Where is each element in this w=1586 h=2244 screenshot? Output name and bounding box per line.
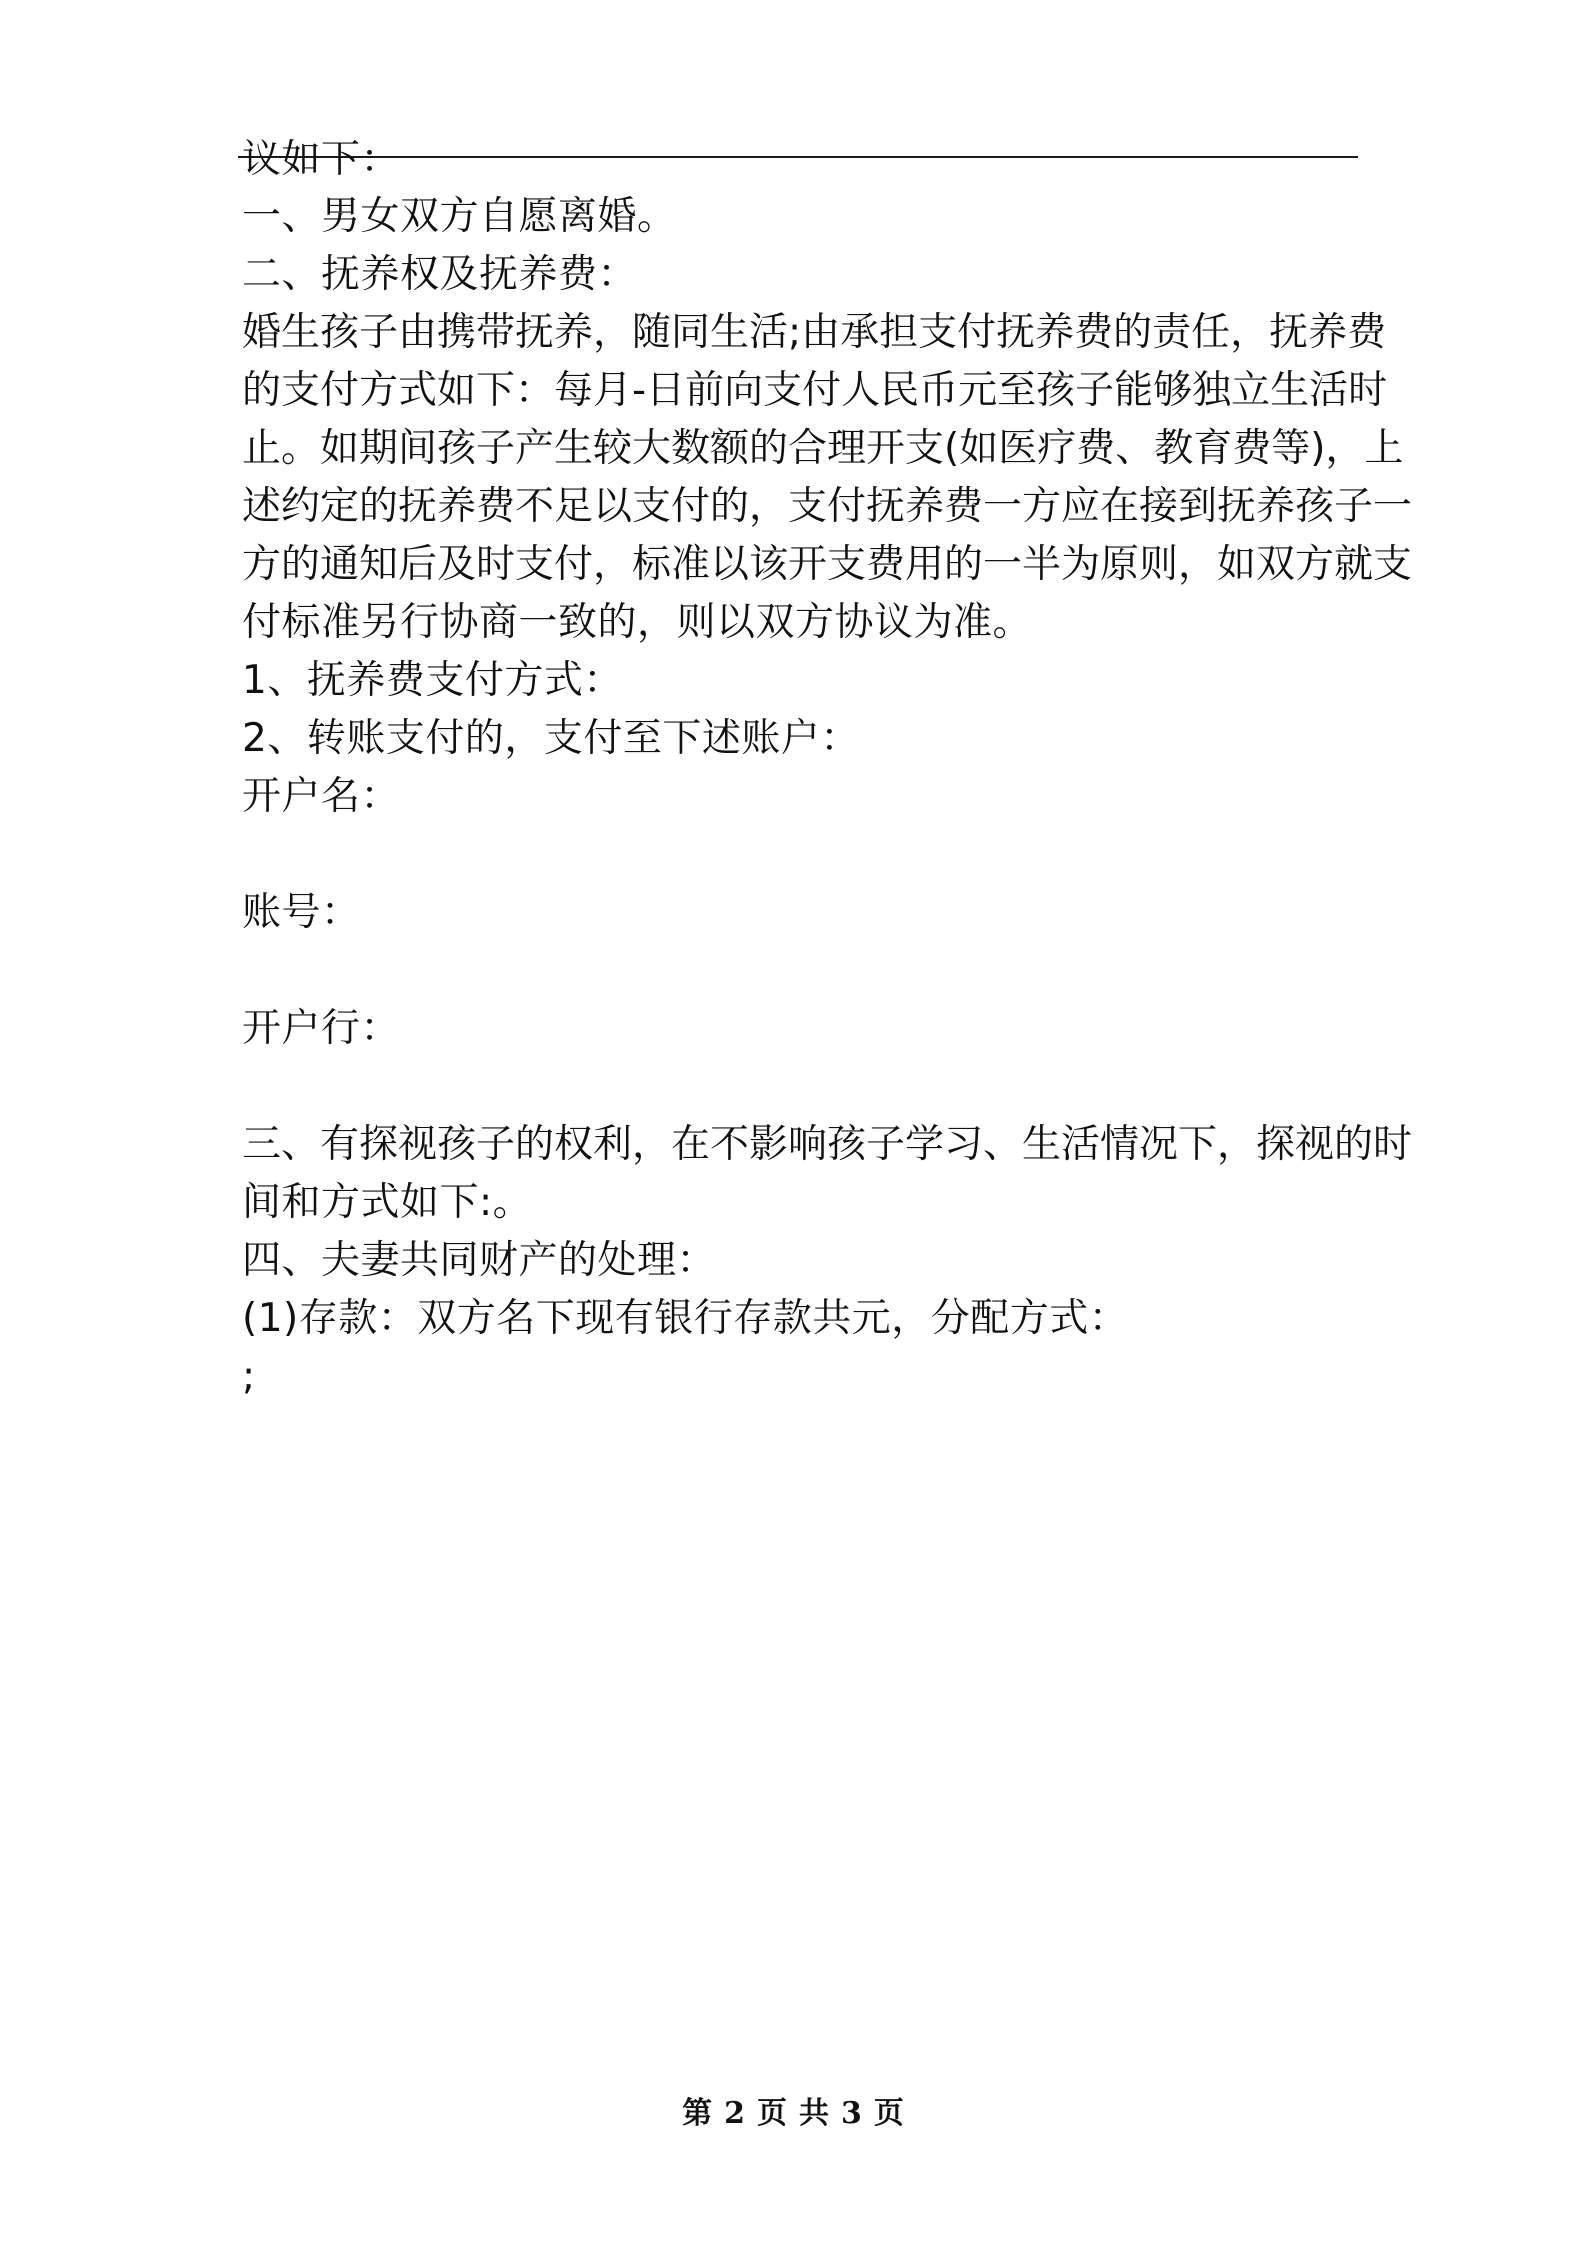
custody-line-5: 方的通知后及时支付，标准以该开支费用的一半为原则，如双方就支 — [242, 542, 1413, 587]
custody-line-1: 婚生孩子由携带抚养，随同生活;由承担支付抚养费的责任，抚养费 — [242, 310, 1387, 355]
item-2-heading: 二、抚养权及抚养费： — [242, 252, 638, 297]
footer-page-number: 2 — [724, 2096, 745, 2131]
transfer-line: 2、转账支付的，支付至下述账户： — [242, 716, 860, 761]
header-rule — [238, 156, 1358, 158]
footer-page-unit: 页 — [757, 2096, 787, 2131]
footer-total-pages: 3 — [841, 2096, 862, 2131]
deposit-line: (1)存款：双方名下现有银行存款共元，分配方式： — [242, 1296, 1129, 1341]
item-1-divorce: 一、男女双方自愿离婚。 — [242, 194, 677, 239]
footer-prefix: 第 — [682, 2096, 713, 2131]
custody-line-2: 的支付方式如下：每月-日前向支付人民币元至孩子能够独立生活时 — [242, 368, 1388, 413]
visitation-line-2: 间和方式如下:。 — [242, 1180, 533, 1225]
custody-line-4: 述约定的抚养费不足以支付的，支付抚养费一方应在接到抚养孩子一 — [242, 484, 1413, 529]
item-4-heading: 四、夫妻共同财产的处理： — [242, 1238, 717, 1283]
custody-line-3: 止。如期间孩子产生较大数额的合理开支(如医疗费、教育费等)，上 — [242, 426, 1404, 471]
intro-line: 议如下： — [242, 137, 401, 182]
account-number-label: 账号： — [242, 890, 361, 935]
bank-label: 开户行： — [242, 1006, 401, 1051]
account-name-label: 开户名： — [242, 774, 401, 819]
page-footer — [0, 2094, 1586, 2134]
footer-total-prefix: 共 — [799, 2096, 829, 2131]
visitation-line-1: 三、有探视孩子的权利，在不影响孩子学习、生活情况下，探视的时 — [242, 1122, 1413, 1167]
payment-method-line: 1、抚养费支付方式： — [242, 658, 623, 703]
custody-line-6: 付标准另行协商一致的，则以双方协议为准。 — [242, 600, 1033, 645]
semicolon-line: ; — [242, 1354, 256, 1399]
footer-total-unit: 页 — [873, 2096, 904, 2131]
